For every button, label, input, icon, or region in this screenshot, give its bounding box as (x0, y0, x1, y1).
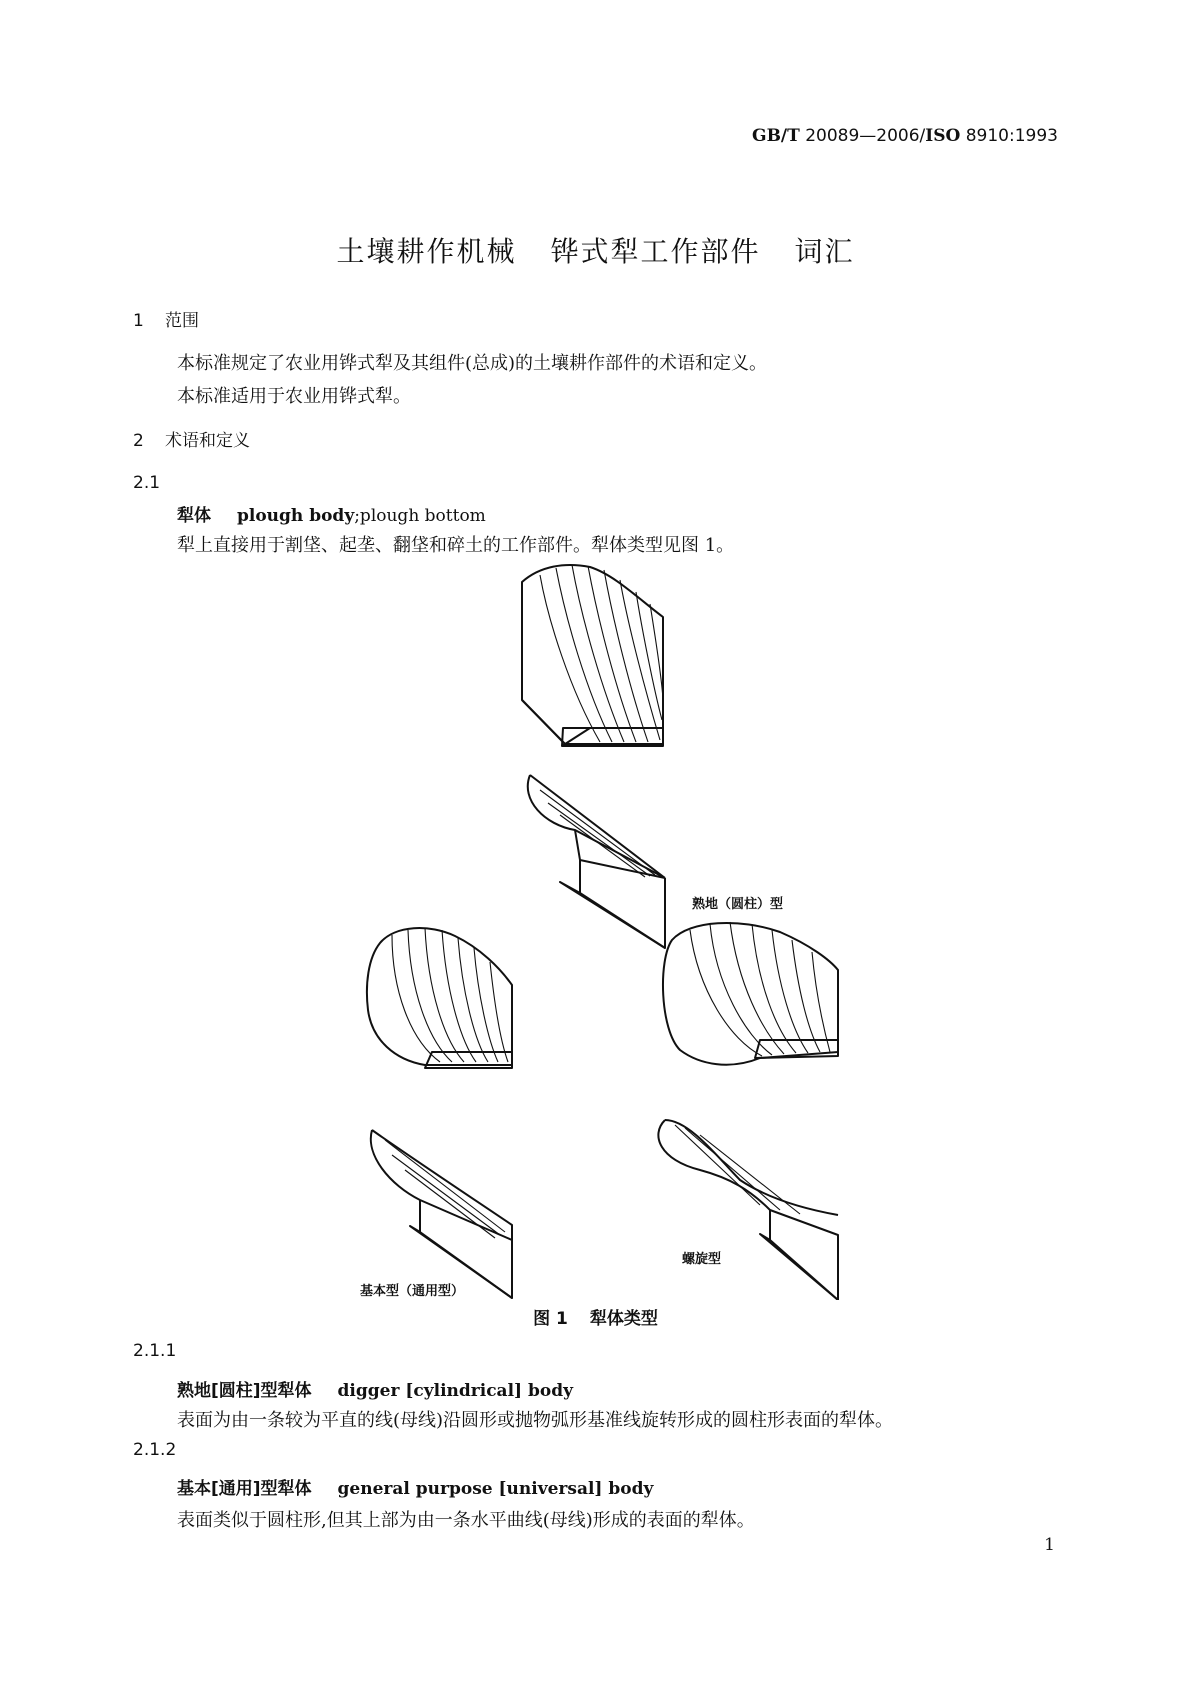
section-label: 范围 (165, 311, 199, 331)
cylindrical-body-side-drawing (528, 775, 665, 948)
figure-caption (0, 1304, 1191, 1329)
section-number: 2 (133, 431, 144, 451)
helical-body-side-drawing (658, 1120, 838, 1300)
term-chinese: 基本[通用]型犁体 (177, 1479, 312, 1499)
term-number-2-1: 2.1 (133, 473, 161, 493)
term-english: digger [cylindrical] body (337, 1381, 573, 1401)
page-number: 1 (1044, 1535, 1055, 1555)
term-definition-general-purpose-body: 表面类似于圆柱形,但其上部为由一条水平曲线(母线)形成的表面的犁体。 (177, 1510, 755, 1531)
section-number: 1 (133, 311, 144, 331)
title-part-1: 土壤耕作机械 (336, 235, 517, 268)
cylindrical-body-drawing (522, 565, 663, 746)
general-purpose-body-drawing (367, 928, 512, 1068)
standard-number: 20089—2006/ (799, 126, 926, 146)
figure-number: 图 1 (533, 1309, 568, 1329)
iso-prefix: ISO (925, 126, 961, 146)
title-part-2: 铧式犁工作部件 (550, 235, 761, 268)
standard-prefix: GB/T (752, 126, 800, 146)
term-english: plough body (237, 506, 355, 526)
term-english: general purpose [universal] body (337, 1479, 654, 1499)
section-label: 术语和定义 (165, 431, 250, 451)
term-chinese: 熟地[圆柱]型犁体 (177, 1381, 312, 1401)
term-definition-plough-body: 犁上直接用于割垡、起垄、翻垡和碎土的工作部件。犁体类型见图 1。 (177, 535, 735, 556)
term-definition-digger-body: 表面为由一条较为平直的线(母线)沿圆形或抛物弧形基准线旋转形成的圆柱形表面的犁体。 (177, 1410, 894, 1431)
term-number-2-1-1: 2.1.1 (133, 1341, 177, 1361)
iso-number: 8910:1993 (960, 126, 1058, 146)
general-purpose-body-side-drawing (371, 1130, 512, 1298)
label-helical-type: 螺旋型 (682, 1252, 722, 1267)
label-cylindrical-type: 熟地（圆柱）型 (692, 897, 784, 912)
figure-title: 犁体类型 (589, 1309, 658, 1329)
term-number-2-1-2: 2.1.2 (133, 1440, 177, 1460)
label-general-purpose-type: 基本型（通用型） (360, 1284, 465, 1299)
term-entry-digger-body (177, 1376, 573, 1401)
scope-paragraph-1: 本标准规定了农业用铧式犁及其组件(总成)的土壤耕作部件的术语和定义。 (177, 353, 768, 374)
scope-paragraph-2: 本标准适用于农业用铧式犁。 (177, 386, 411, 407)
term-entry-general-purpose-body (177, 1474, 653, 1499)
term-english-alt: ;plough bottom (354, 506, 486, 526)
term-chinese: 犁体 (177, 506, 211, 526)
title-part-3: 词汇 (794, 235, 855, 268)
helical-body-drawing (663, 922, 838, 1065)
